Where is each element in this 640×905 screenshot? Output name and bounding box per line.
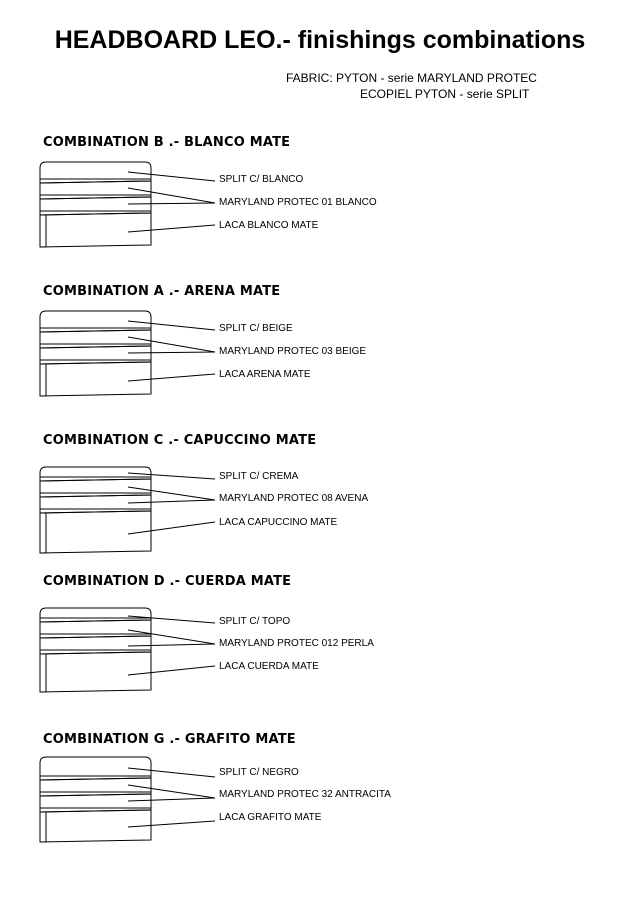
maryland-label: MARYLAND PROTEC 32 ANTRACITA	[219, 789, 391, 800]
combination-d	[0, 574, 640, 724]
page-title: HEADBOARD LEO.- finishings combinations	[54, 26, 586, 54]
maryland-label: MARYLAND PROTEC 01 BLANCO	[219, 197, 377, 208]
combination-a	[0, 284, 640, 434]
fabric-line-2: ECOPIEL PYTON - serie SPLIT	[360, 87, 530, 101]
combination-title: COMBINATION C .- CAPUCCINO MATE	[43, 433, 317, 448]
headboard-drawing	[0, 574, 640, 724]
maryland-label: MARYLAND PROTEC 08 AVENA	[219, 493, 369, 504]
maryland-label: MARYLAND PROTEC 03 BEIGE	[219, 346, 367, 357]
combination-title: COMBINATION A .- ARENA MATE	[43, 284, 281, 299]
headboard-drawing	[0, 732, 640, 882]
laca-label: LACA GRAFITO MATE	[219, 812, 322, 823]
headboard-drawing	[0, 284, 640, 434]
split-label: SPLIT C/ BLANCO	[219, 174, 304, 185]
laca-label: LACA CUERDA MATE	[219, 661, 319, 672]
maryland-label: MARYLAND PROTEC 012 PERLA	[219, 638, 374, 649]
combination-g	[0, 732, 640, 882]
split-label: SPLIT C/ NEGRO	[219, 767, 299, 778]
split-label: SPLIT C/ BEIGE	[219, 323, 293, 334]
combination-title: COMBINATION D .- CUERDA MATE	[43, 574, 292, 589]
laca-label: LACA BLANCO MATE	[219, 220, 319, 231]
combination-title: COMBINATION G .- GRAFITO MATE	[43, 732, 296, 747]
laca-label: LACA ARENA MATE	[219, 369, 311, 380]
split-label: SPLIT C/ CREMA	[219, 471, 299, 482]
headboard-drawing	[0, 135, 640, 285]
headboard-drawing	[0, 433, 640, 583]
combination-c	[0, 433, 640, 583]
laca-label: LACA CAPUCCINO MATE	[219, 517, 338, 528]
split-label: SPLIT C/ TOPO	[219, 616, 291, 627]
combination-b	[0, 135, 640, 285]
fabric-line-1: FABRIC: PYTON - serie MARYLAND PROTEC	[286, 71, 537, 85]
combination-title: COMBINATION B .- BLANCO MATE	[43, 135, 291, 150]
